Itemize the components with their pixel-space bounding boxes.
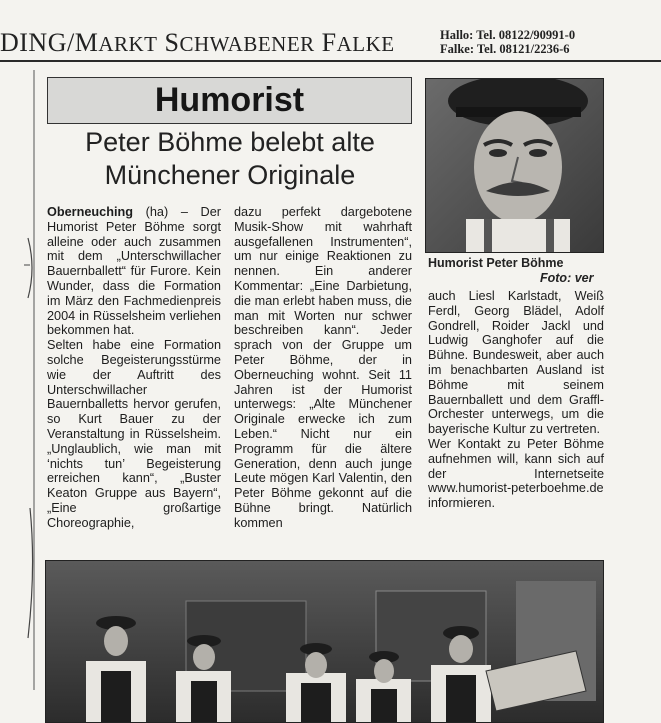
contact-line-2: Falke: Tel. 08121/2236-6: [440, 42, 570, 56]
photo-caption: Humorist Peter Böhme: [428, 256, 564, 270]
masthead-word1-rest: ARKT: [98, 32, 158, 56]
article-column-3: [428, 289, 604, 511]
article-subheadline: [40, 126, 420, 192]
newspaper-masthead: [0, 28, 420, 58]
margin-marks: [0, 60, 40, 721]
subheadline-line-1: Peter Böhme belebt alte: [85, 127, 375, 157]
dateline: Oberneuching: [47, 205, 133, 219]
headline-box: [47, 77, 412, 124]
article-column-2: [234, 205, 412, 531]
col1-paragraph-2: Selten habe eine Formation solche Begeisterungsstürme wie der Auftritt des Unterschwillacher Bauernballetts hervor gerufen, so Kurt Bauer zu der Veranstaltung in Rüsselsheim. „Unglaublich, wie man mit ‘nichts tun’ Begeisterung erreichen kann“, „Buster Keaton Gruppe aus Bayern“, „Eine großartige Choreographie,: [47, 338, 221, 530]
masthead-word2-rest: CHWABENER: [179, 32, 315, 56]
masthead-prefix: DING/: [0, 28, 75, 57]
article-headline: Humorist: [154, 81, 305, 119]
col3-paragraph-1: auch Liesl Karlstadt, Weiß Ferdl, Georg Blädel, Adolf Gondrell, Roider Jackl und Ludwig Ganghofer auf die Bühne. Bundesweit, aber auch im benachbarten Ausland ist Böhme mit seinem Bauernballett und dem Graffl-Orchester unterwegs, um die bayerische Kultur zu vertreten.: [428, 289, 604, 437]
col2-paragraph-1: dazu perfekt dargebotene Musik-Show mit wahrhaft ausgefallenen Instrumenten“, um nur einige Reaktionen zu nennen. Ein anderer Kommentar: „Eine Darbietung, die man erlebt haben muss, die man mit Worten nur schwer beschreiben kann“. Jeder sprach von der Gruppe um Peter Böhme, der in Oberneuching wohnt. Seit 11 Jahren ist der Humorist unterwegs: „Alte Münchener Originale erwecke ich zum Leben.“ Nicht nur ein Programm für die ältere Generation, denn auch junge Leute mögen Karl Valentin, den Peter Böhme gekonnt auf die Bühne bringt. Natürlich kommen: [234, 205, 412, 530]
portrait-image: [426, 79, 603, 252]
col1-paragraph-1: [47, 205, 221, 338]
col1-paragraph-1-text: (ha) – Der Humorist Peter Böhme sorgt alleine oder auch zusammen mit dem „Unterschwillacher Bauernballett“ für Furore. Kein Wunder, dass die Formation im März den Fachmedienpreis 2004 in Rüsselsheim verliehen bekommen hat.: [47, 205, 221, 338]
photo-credit: Foto: ver: [540, 271, 594, 285]
contact-info: [440, 28, 660, 56]
portrait-photo: [425, 78, 604, 253]
group-photo: [45, 560, 604, 723]
group-image: [46, 561, 603, 722]
contact-line-1: Hallo: Tel. 08122/90991-0: [440, 28, 576, 42]
masthead-rule: [0, 60, 661, 62]
masthead-word3-cap: F: [321, 28, 337, 57]
masthead-word2-cap: S: [164, 28, 180, 57]
article-column-1: [47, 205, 221, 531]
masthead-word1-cap: M: [74, 28, 99, 57]
subheadline-line-2: Münchener Originale: [104, 160, 356, 190]
col3-paragraph-2: Wer Kontakt zu Peter Böhme aufnehmen will, kann sich auf der Internetseite www.humorist-peterboehme.de informieren.: [428, 436, 604, 511]
masthead-word3-rest: ALKE: [336, 32, 395, 56]
